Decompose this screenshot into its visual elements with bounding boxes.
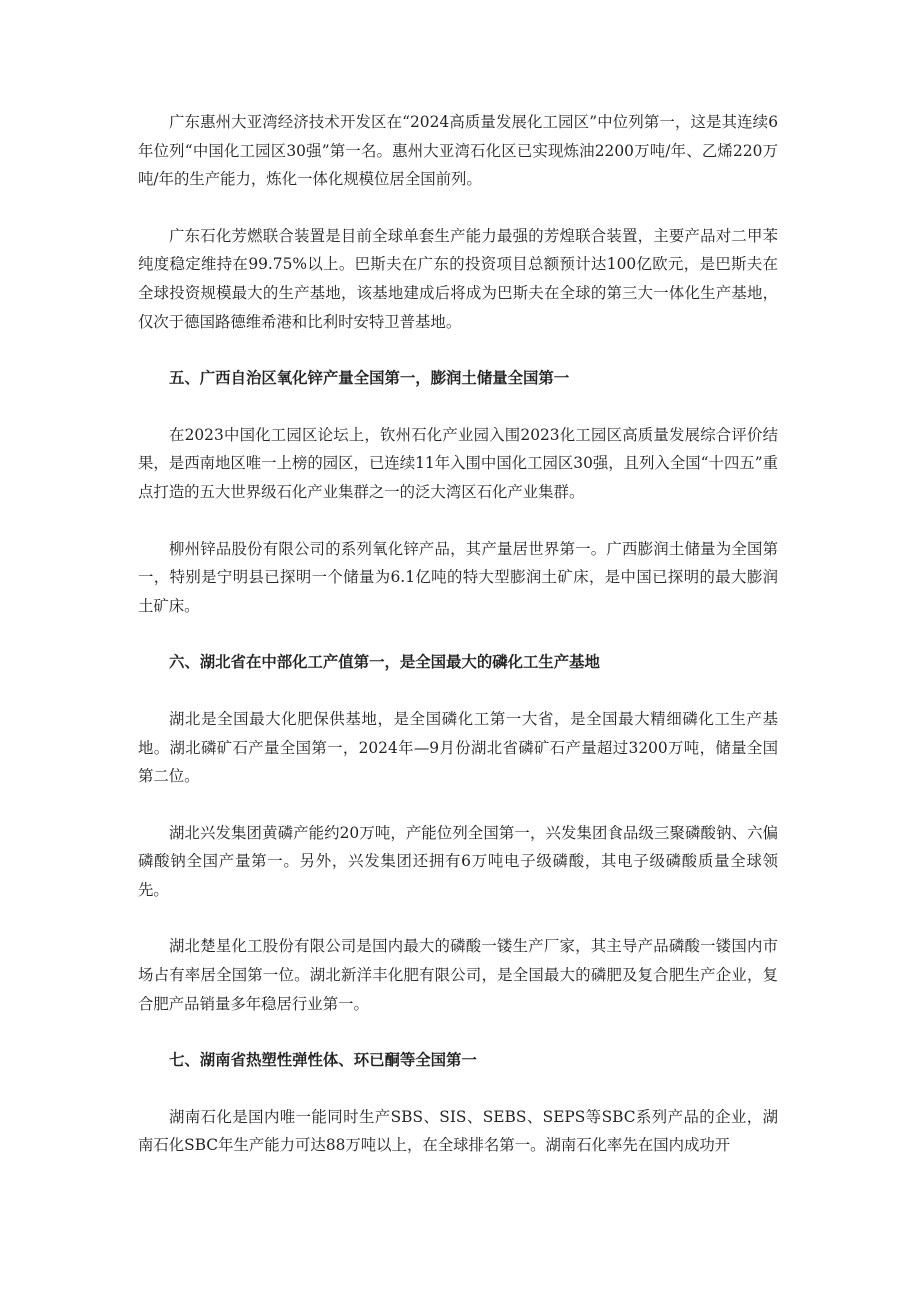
section-heading-hubei: 六、湖北省在中部化工产值第一，是全国最大的磷化工生产基地 — [169, 653, 600, 672]
paragraph-huizhou-daya-bay: 广东惠州大亚湾经济技术开发区在“2024高质量发展化工园区”中位列第一，这是其连续6年位列“中国化工园区30强”第一名。惠州大亚湾石化区已实现炼油2200万吨/年、乙烯220万吨/年的生产能力，炼化一体化规模位居全国前列。 — [138, 113, 778, 189]
paragraph-hubei-phosphate-base: 湖北是全国最大化肥保供基地，是全国磷化工第一大省，是全国最大精细磷化工生产基地。湖北磷矿石产量全国第一，2024年—9月份湖北省磷矿石产量超过3200万吨，储量全国第二位。 — [138, 709, 778, 786]
paragraph-guangdong-petrochemical-basf: 广东石化芳燃联合装置是目前全球单套生产能力最强的芳煌联合装置，主要产品对二甲苯纯度稳定维持在99.75%以上。巴斯夫在广东的投资项目总额预计达100亿欧元，是巴斯夫在全球投资规模最大的生产基地，该基地建成后将成为巴斯夫在全球的第三大一体化生产基地，仅次于德国路德维希港和比利时安特卫普基地。 — [138, 226, 778, 331]
paragraph-liuzhou-zinc-bentonite: 柳州锌品股份有限公司的系列氧化锌产品，其产量居世界第一。广西膨润土储量为全国第一，特别是宁明县已探明一个储量为6.1亿吨的特大型膨润土矿床，是中国已探明的最大膨润土矿床。 — [138, 539, 778, 615]
document-body — [138, 108, 778, 1188]
paragraph-xingfa-group: 湖北兴发集团黄磷产能约20万吨，产能位列全国第一，兴发集团食品级三聚磷酸钠、六偏磷酸钠全国产量第一。另外，兴发集团还拥有6万吨电子级磷酸，其电子级磷酸质量全球领先。 — [138, 823, 778, 899]
paragraph-hunan-petrochemical: 湖南石化是国内唯一能同时生产SBS、SIS、SEBS、SEPS等SBC系列产品的企业，湖南石化SBC年生产能力可达88万吨以上，在全球排名第一。湖南石化率先在国内成功开 — [138, 1107, 778, 1155]
paragraph-qinzhou-park: 在2023中国化工园区论坛上，钦州石化产业园入围2023化工园区高质量发展综合评价结果，是西南地区唯一上榜的园区，已连续11年入围中国化工园区30强，且列入全国“十四五”重点打造的五大世界级石化产业集群之一的泛大湾区石化产业集群。 — [138, 425, 778, 501]
paragraph-chuxing-xinyangfeng: 湖北楚星化工股份有限公司是国内最大的磷酸一镂生产厂家，其主导产品磷酸一镂国内市场占有率居全国第一位。湖北新洋丰化肥有限公司，是全国最大的磷肥及复合肥生产企业，复合肥产品销量多年稳居行业第一。 — [138, 937, 778, 1013]
section-heading-guangxi: 五、广西自治区氧化锌产量全国第一，膨润土储量全国第一 — [169, 369, 570, 388]
section-heading-hunan: 七、湖南省热塑性弹性体、环已酮等全国第一 — [169, 1051, 477, 1070]
